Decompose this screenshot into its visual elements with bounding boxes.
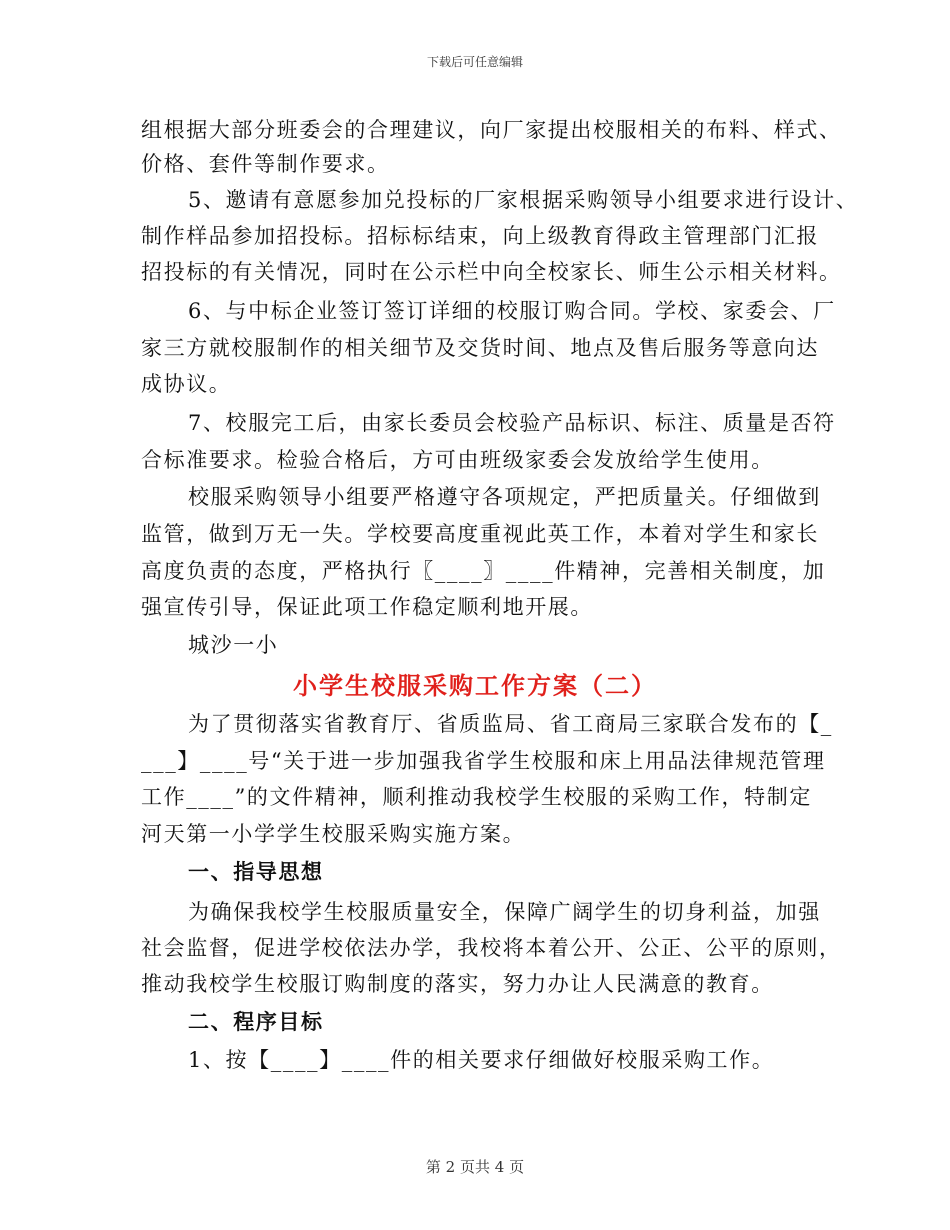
list-item-5: 5、邀请有意愿参加兑投标的厂家根据采购领导小组要求进行设计、: [188, 188, 859, 212]
body-line: ___】____号“关于进一步加强我省学生校服和床上用品法律规范管理: [141, 749, 826, 773]
body-line: 推动我校学生校服订购制度的落实，努力办让人民满意的教育。: [141, 972, 774, 996]
body-line: 价格、套件等制作要求。: [141, 152, 390, 176]
paragraph-line: 校服采购领导小组要严格遵守各项规定，严把质量关。仔细做到: [188, 485, 821, 509]
body-line: 社会监督，促进学校依法办学，我校将本着公开、公正、公平的原则，: [141, 936, 842, 960]
body-line: 成协议。: [141, 372, 232, 396]
heading-guiding-thought: 一、指导思想: [188, 859, 324, 884]
page-header-note: 下载后可任意编辑: [426, 55, 523, 69]
list-item-6: 6、与中标企业签订签订详细的校服订购合同。学校、家委会、厂: [188, 299, 836, 323]
body-line: 组根据大部分班委会的合理建议，向厂家提出校服相关的布料、样式、: [141, 118, 842, 142]
signature-line: 城沙一小: [188, 633, 279, 657]
section-title: 小学生校服采购工作方案（二）: [293, 671, 657, 700]
paragraph-line: 为了贯彻落实省教育厅、省质监局、省工商局三家联合发布的【_: [188, 712, 833, 736]
body-line: 制作样品参加招投标。招标标结束，向上级教育得政主管理部门汇报: [141, 224, 819, 248]
body-line: 招投标的有关情况，同时在公示栏中向全校家长、师生公示相关材料。: [141, 260, 842, 284]
body-line: 家三方就校服制作的相关细节及交货时间、地点及售后服务等意向达: [141, 336, 819, 360]
heading-procedure-goal: 二、程序目标: [188, 1009, 324, 1034]
paragraph-line: 为确保我校学生校服质量安全，保障广阔学生的切身利益，加强: [188, 900, 821, 924]
body-line: 高度负责的态度，严格执行〖____〗____件精神，完善相关制度，加: [141, 559, 826, 583]
body-line: 合标准要求。检验合格后，方可由班级家委会发放给学生使用。: [141, 448, 774, 472]
body-line: 河天第一小学学生校服采购实施方案。: [141, 822, 526, 846]
page-number: 第 2 页共 4 页: [425, 1158, 525, 1176]
body-line: 强宣传引导，保证此项工作稳定顺利地开展。: [141, 595, 593, 619]
body-line: 监管，做到万无一失。学校要高度重视此英工作，本着对学生和家长: [141, 522, 819, 546]
body-line: 工作____”的文件精神，顺利推动我校学生校服的采购工作，特制定: [141, 785, 812, 809]
list-item-1: 1、按【____】____件的相关要求仔细做好校服采购工作。: [188, 1048, 775, 1072]
list-item-7: 7、校服完工后，由家长委员会校验产品标识、标注、质量是否符: [188, 411, 836, 435]
